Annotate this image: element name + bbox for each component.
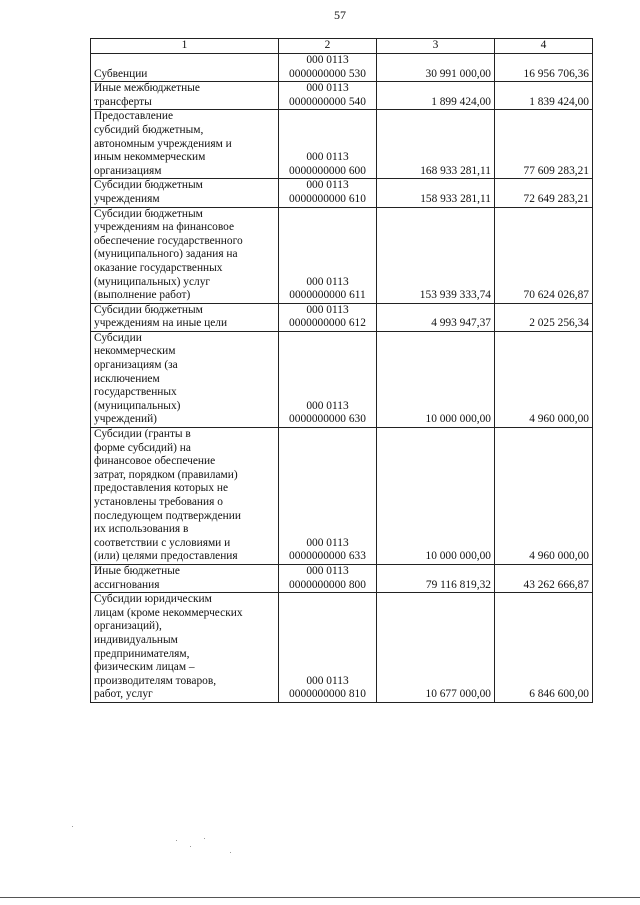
row-name: Субсидии бюджетным учреждениям [91, 179, 279, 207]
row-name: Субвенции [91, 54, 279, 82]
row-value-actual: 70 624 026,87 [495, 207, 593, 303]
row-name: Субсидии юридическим лицам (кроме некоммерческих организаций), индивидуальным предпринимателям, физическим лицам – производителям товаров, работ, услуг [91, 593, 279, 703]
table-row [91, 303, 593, 331]
table-row [91, 207, 593, 303]
scan-edge-line [0, 897, 640, 898]
table-row [91, 593, 593, 703]
row-value-plan: 10 677 000,00 [377, 593, 495, 703]
row-code: 000 0113 0000000000 540 [279, 82, 377, 110]
scan-speck [204, 838, 205, 839]
row-code: 000 0113 0000000000 600 [279, 110, 377, 179]
table-row [91, 110, 593, 179]
row-name: Иные бюджетные ассигнования [91, 564, 279, 592]
page-number: 57 [334, 8, 346, 22]
row-name: Субсидии (гранты в форме субсидий) на финансовое обеспечение затрат, порядком (правилами) предоставления которых не установлены требования о последующем подтверждении их использования в соответствии с условиями и (или) целями предоставления [91, 428, 279, 565]
row-value-plan: 10 000 000,00 [377, 331, 495, 427]
row-value-actual: 6 846 600,00 [495, 593, 593, 703]
scan-speck [190, 846, 191, 847]
row-value-plan: 79 116 819,32 [377, 564, 495, 592]
scan-speck [72, 826, 73, 827]
row-name: Субсидии бюджетным учреждениям на финансовое обеспечение государственного (муниципального) задания на оказание государственных (муниципальных) услуг (выполнение работ) [91, 207, 279, 303]
budget-table [90, 38, 593, 703]
row-value-actual: 16 956 706,36 [495, 54, 593, 82]
row-value-plan: 10 000 000,00 [377, 428, 495, 565]
row-code: 000 0113 0000000000 630 [279, 331, 377, 427]
row-value-actual: 77 609 283,21 [495, 110, 593, 179]
row-value-plan: 30 991 000,00 [377, 54, 495, 82]
row-value-plan: 158 933 281,11 [377, 179, 495, 207]
row-value-plan: 168 933 281,11 [377, 110, 495, 179]
row-name: Предоставление субсидий бюджетным, автономным учреждениям и иным некоммерческим организациям [91, 110, 279, 179]
row-name: Субсидии бюджетным учреждениям на иные цели [91, 303, 279, 331]
row-code: 000 0113 0000000000 612 [279, 303, 377, 331]
table-row [91, 179, 593, 207]
row-value-actual: 72 649 283,21 [495, 179, 593, 207]
row-value-actual: 1 839 424,00 [495, 82, 593, 110]
row-code: 000 0113 0000000000 800 [279, 564, 377, 592]
row-name: Иные межбюджетные трансферты [91, 82, 279, 110]
column-header-1: 1 [91, 39, 279, 54]
row-code: 000 0113 0000000000 633 [279, 428, 377, 565]
column-header-2: 2 [279, 39, 377, 54]
row-value-plan: 153 939 333,74 [377, 207, 495, 303]
table-row [91, 564, 593, 592]
scan-speck [230, 852, 231, 853]
row-value-actual: 43 262 666,87 [495, 564, 593, 592]
table-row [91, 54, 593, 82]
column-header-3: 3 [377, 39, 495, 54]
row-code: 000 0113 0000000000 810 [279, 593, 377, 703]
table-row [91, 82, 593, 110]
table-row [91, 331, 593, 427]
row-code: 000 0113 0000000000 611 [279, 207, 377, 303]
table-header-row [91, 39, 593, 54]
column-header-4: 4 [495, 39, 593, 54]
row-code: 000 0113 0000000000 610 [279, 179, 377, 207]
scan-speck [176, 840, 177, 841]
row-code: 000 0113 0000000000 530 [279, 54, 377, 82]
row-name: Субсидии некоммерческим организациям (за исключением государственных (муниципальных) учреждений) [91, 331, 279, 427]
table-row [91, 428, 593, 565]
row-value-actual: 4 960 000,00 [495, 428, 593, 565]
row-value-actual: 2 025 256,34 [495, 303, 593, 331]
row-value-actual: 4 960 000,00 [495, 331, 593, 427]
row-value-plan: 1 899 424,00 [377, 82, 495, 110]
row-value-plan: 4 993 947,37 [377, 303, 495, 331]
